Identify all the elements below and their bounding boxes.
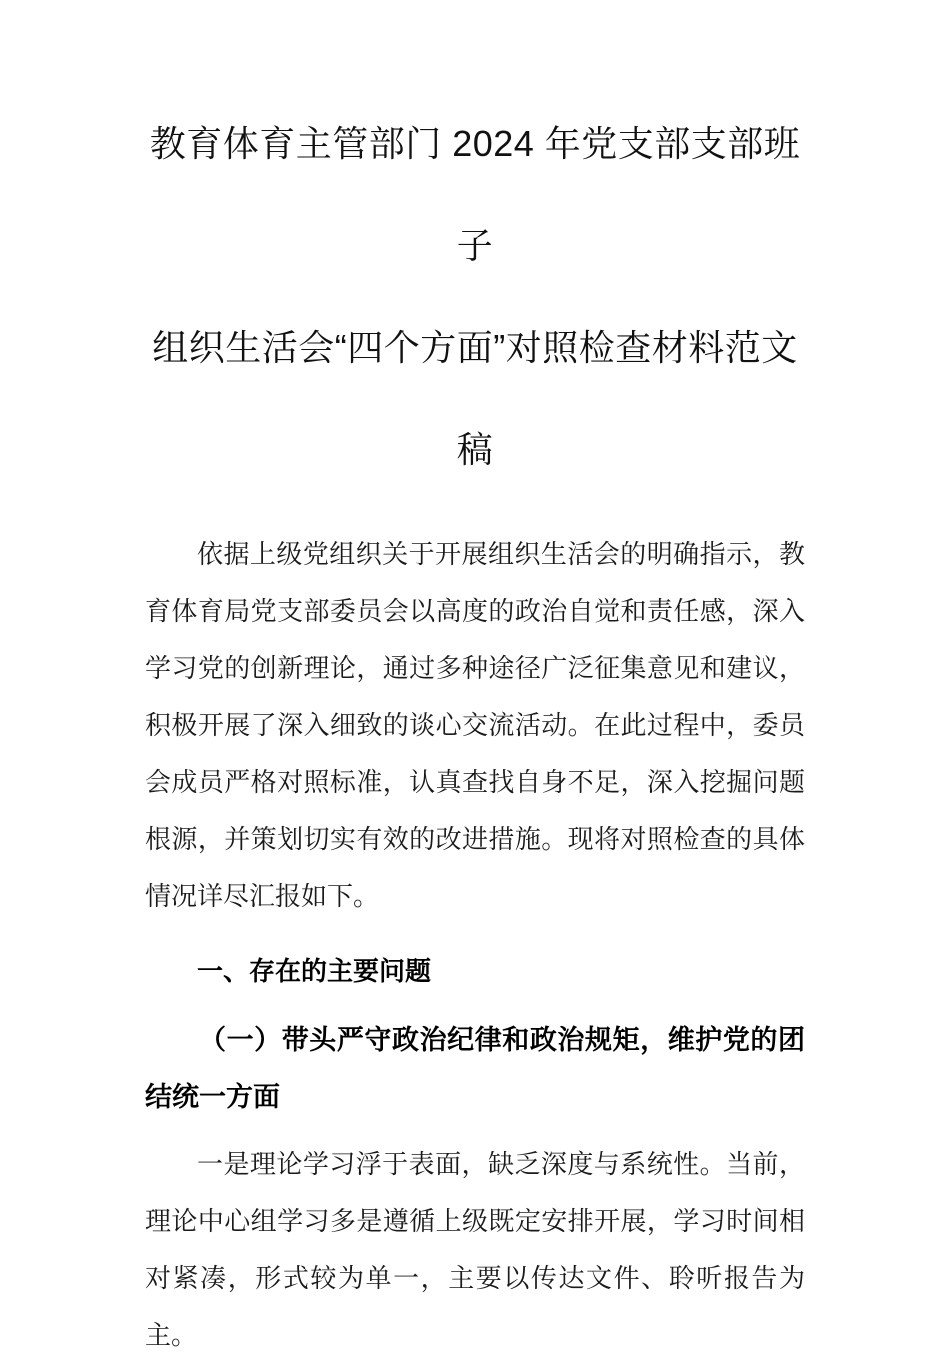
section-heading: 一、存在的主要问题 [197, 956, 432, 986]
intro-paragraph: 依据上级党组织关于开展组织生活会的明确指示，教育体育局党支部委员会以高度的政治自觉和责任感，深入学习党的创新理论，通过多种途径广泛征集意见和建议，积极开展了深入细致的谈心交流活动。在此过程中，委员会成员严格对照标准，认真查找自身不足，深入挖掘问题根源，并策划切实有效的改进措施。现将对照检查的具体情况详尽汇报如下。 [145, 540, 805, 911]
title-line-2: 组织生活会“四个方面”对照检查材料范文 [152, 327, 798, 368]
title-line-3: 稿 [456, 429, 494, 470]
point-paragraph: 一是理论学习浮于表面，缺乏深度与系统性。当前，理论中心组学习多是遵循上级既定安排开展，学习时间相对紧凑，形式较为单一，主要以传达文件、聆听报告为主。 [145, 1150, 805, 1350]
document-title [145, 93, 805, 501]
title-line-1: 教育体育主管部门 2024 年党支部支部班子 [149, 123, 801, 266]
subsection-heading: （一）带头严守政治纪律和政治规矩，维护党的团结统一方面 [145, 1025, 805, 1112]
